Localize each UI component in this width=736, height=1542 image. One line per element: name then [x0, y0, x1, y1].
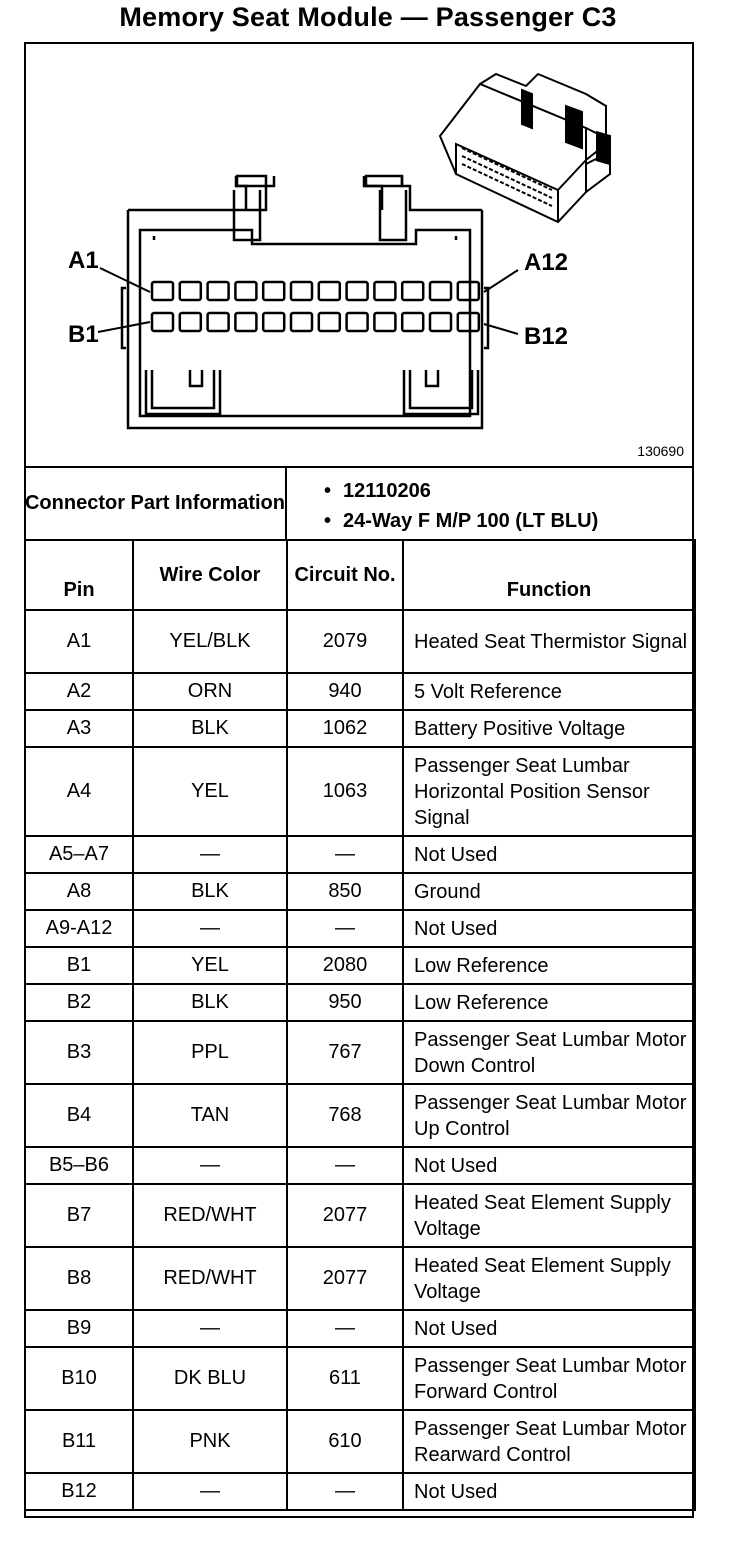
pin-cavity: [180, 282, 201, 300]
pinout-table: [24, 539, 696, 1511]
table-row: [25, 1147, 695, 1184]
wire-color-cell: BLK: [133, 984, 287, 1021]
circuit-cell: 767: [287, 1021, 403, 1084]
pin-cavity: [291, 282, 312, 300]
pin-cavity: [402, 313, 423, 331]
function-cell: Passenger Seat Lumbar Motor Down Control: [403, 1021, 695, 1084]
wire-color-cell: —: [133, 836, 287, 873]
circuit-cell: —: [287, 836, 403, 873]
table-row: [25, 1310, 695, 1347]
pin-cell: A4: [25, 747, 133, 836]
connector-description: • 24-Way F M/P 100 (LT BLU): [324, 506, 598, 536]
circuit-cell: 768: [287, 1084, 403, 1147]
function-cell: Passenger Seat Lumbar Motor Up Control: [403, 1084, 695, 1147]
circuit-cell: —: [287, 1310, 403, 1347]
pin-cell: A1: [25, 610, 133, 673]
table-row: [25, 1184, 695, 1247]
table-row: [25, 673, 695, 710]
pin-cell: B10: [25, 1347, 133, 1410]
pin-cavity: [458, 313, 479, 331]
table-row: [25, 1084, 695, 1147]
function-cell: Heated Seat Thermistor Signal: [403, 610, 695, 673]
wire-color-cell: PPL: [133, 1021, 287, 1084]
circuit-cell: 940: [287, 673, 403, 710]
table-header-row: [25, 540, 695, 610]
connector-info: [24, 467, 694, 539]
circuit-cell: 1063: [287, 747, 403, 836]
pin-cell: B12: [25, 1473, 133, 1510]
function-cell: Not Used: [403, 836, 695, 873]
wire-color-cell: DK BLU: [133, 1347, 287, 1410]
circuit-cell: 2077: [287, 1247, 403, 1310]
pin-cavity: [430, 282, 451, 300]
wire-color-cell: PNK: [133, 1410, 287, 1473]
wire-color-cell: —: [133, 1473, 287, 1510]
pin-cell: B11: [25, 1410, 133, 1473]
pinout-table-body: [25, 610, 695, 1510]
pin-cell: A2: [25, 673, 133, 710]
header-function: Function: [403, 540, 695, 610]
function-cell: Not Used: [403, 910, 695, 947]
function-cell: Passenger Seat Lumbar Motor Rearward Control: [403, 1410, 695, 1473]
function-cell: Not Used: [403, 1473, 695, 1510]
wire-color-cell: TAN: [133, 1084, 287, 1147]
circuit-cell: 2077: [287, 1184, 403, 1247]
circuit-cell: —: [287, 910, 403, 947]
connector-part-number: • 12110206: [324, 476, 598, 506]
pin-cavity: [458, 282, 479, 300]
pin-cavities: [152, 282, 479, 331]
circuit-cell: 611: [287, 1347, 403, 1410]
header-wire-color: Wire Color: [133, 540, 287, 610]
function-cell: Not Used: [403, 1310, 695, 1347]
pin-cavity: [374, 282, 395, 300]
pin-cavity: [235, 313, 256, 331]
function-cell: Low Reference: [403, 947, 695, 984]
header-circuit: Circuit No.: [287, 540, 403, 610]
function-cell: Passenger Seat Lumbar Motor Forward Control: [403, 1347, 695, 1410]
wire-color-cell: RED/WHT: [133, 1247, 287, 1310]
connector-face-drawing: [122, 176, 488, 428]
table-row: [25, 610, 695, 673]
circuit-cell: 2079: [287, 610, 403, 673]
function-cell: Battery Positive Voltage: [403, 710, 695, 747]
pin-cell: B2: [25, 984, 133, 1021]
function-cell: 5 Volt Reference: [403, 673, 695, 710]
pin-cell: B7: [25, 1184, 133, 1247]
pin-cavity: [235, 282, 256, 300]
pin-cavity: [208, 282, 229, 300]
pin-cavity: [152, 313, 173, 331]
pin-cavity: [152, 282, 173, 300]
label-b12: B12: [524, 323, 569, 350]
table-row: [25, 836, 695, 873]
pin-cavity: [319, 313, 340, 331]
table-row: [25, 747, 695, 836]
table-row: [25, 1021, 695, 1084]
page-title: Memory Seat Module — Passenger C3: [119, 2, 617, 32]
label-b1: B1: [68, 321, 99, 348]
info-column-divider: [285, 467, 287, 539]
pin-cell: B3: [25, 1021, 133, 1084]
table-row: [25, 1410, 695, 1473]
table-row: [25, 1247, 695, 1310]
wire-color-cell: —: [133, 1147, 287, 1184]
pin-cell: B4: [25, 1084, 133, 1147]
circuit-cell: 2080: [287, 947, 403, 984]
wire-color-cell: —: [133, 910, 287, 947]
wire-color-cell: BLK: [133, 710, 287, 747]
circuit-cell: 1062: [287, 710, 403, 747]
circuit-cell: 950: [287, 984, 403, 1021]
pin-cell: A8: [25, 873, 133, 910]
function-cell: Ground: [403, 873, 695, 910]
pin-cavity: [347, 313, 368, 331]
table-row: [25, 947, 695, 984]
header-pin: Pin: [25, 540, 133, 610]
connector-info-label: Connector Part Information: [24, 491, 285, 514]
wire-color-cell: —: [133, 1310, 287, 1347]
table-row: [25, 984, 695, 1021]
connector-info-list: [324, 476, 598, 536]
pin-cell: A5–A7: [25, 836, 133, 873]
table-row: [25, 1473, 695, 1510]
table-row: [25, 710, 695, 747]
pin-cavity: [347, 282, 368, 300]
pin-cell: B1: [25, 947, 133, 984]
label-a12: A12: [524, 249, 569, 276]
figure-number: 130690: [637, 443, 684, 459]
table-row: [25, 1347, 695, 1410]
pin-cavity: [180, 313, 201, 331]
pin-cavity: [430, 313, 451, 331]
pin-cavity: [374, 313, 395, 331]
function-cell: Heated Seat Element Supply Voltage: [403, 1184, 695, 1247]
circuit-cell: —: [287, 1147, 403, 1184]
function-cell: Not Used: [403, 1147, 695, 1184]
connector-isometric-view: [440, 74, 610, 222]
function-cell: Heated Seat Element Supply Voltage: [403, 1247, 695, 1310]
circuit-cell: 610: [287, 1410, 403, 1473]
pin-cavity: [319, 282, 340, 300]
wire-color-cell: RED/WHT: [133, 1184, 287, 1247]
connector-diagram: [26, 44, 692, 466]
table-row: [25, 910, 695, 947]
pin-cavity: [291, 313, 312, 331]
table-row: [25, 873, 695, 910]
pin-cavity: [402, 282, 423, 300]
function-cell: Low Reference: [403, 984, 695, 1021]
pin-cell: A9-A12: [25, 910, 133, 947]
circuit-cell: —: [287, 1473, 403, 1510]
pin-cell: A3: [25, 710, 133, 747]
pin-cavity: [263, 313, 284, 331]
wire-color-cell: YEL: [133, 947, 287, 984]
wire-color-cell: BLK: [133, 873, 287, 910]
pin-cell: B9: [25, 1310, 133, 1347]
pin-cell: B8: [25, 1247, 133, 1310]
wire-color-cell: YEL/BLK: [133, 610, 287, 673]
wire-color-cell: ORN: [133, 673, 287, 710]
function-cell: Passenger Seat Lumbar Horizontal Position Sensor Signal: [403, 747, 695, 836]
pin-cavity: [208, 313, 229, 331]
pin-cell: B5–B6: [25, 1147, 133, 1184]
wire-color-cell: YEL: [133, 747, 287, 836]
circuit-cell: 850: [287, 873, 403, 910]
pin-cavity: [263, 282, 284, 300]
label-a1: A1: [68, 247, 99, 274]
